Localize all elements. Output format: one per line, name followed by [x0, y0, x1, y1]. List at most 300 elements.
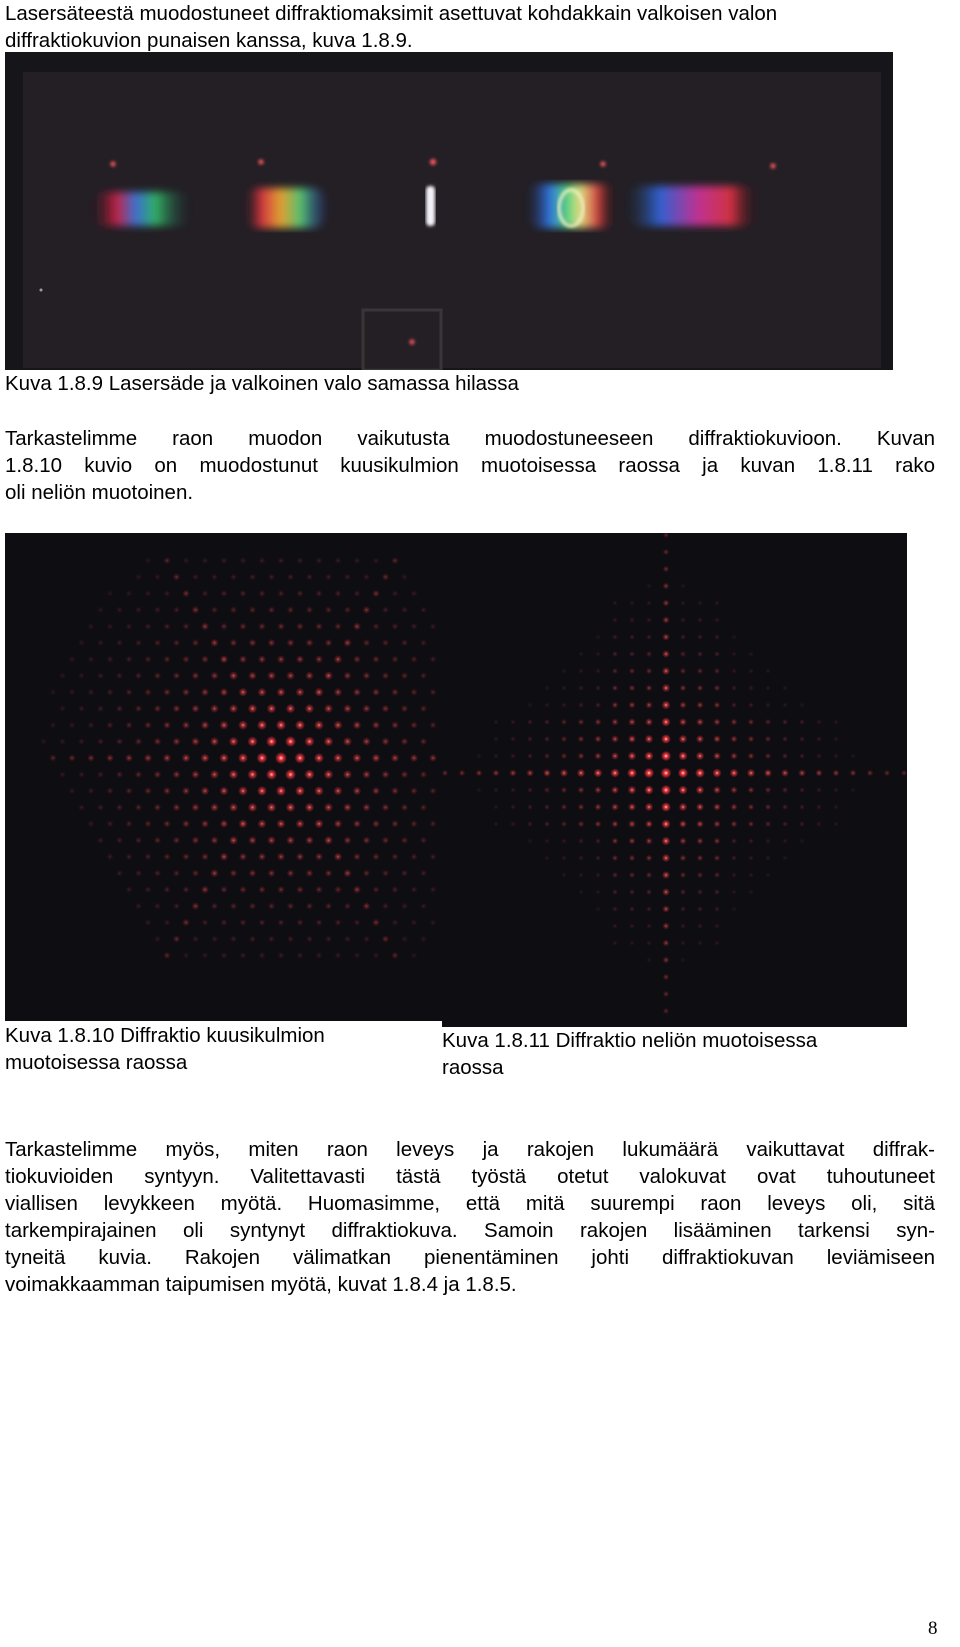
diffraction-spot [229, 737, 239, 747]
diffraction-spot [799, 838, 804, 843]
diffraction-spot [305, 836, 313, 844]
diffraction-spot [173, 935, 180, 942]
diffraction-spot [372, 820, 380, 828]
paragraph-shape-effect [5, 425, 935, 506]
diffraction-spot [154, 607, 161, 614]
diffraction-spot [382, 738, 390, 746]
diffraction-spot [220, 886, 227, 893]
diffraction-spot [286, 803, 296, 813]
diffraction-spot [210, 770, 219, 779]
diffraction-spot [107, 656, 114, 663]
diffraction-spot [343, 737, 352, 746]
diffraction-spot [249, 869, 257, 877]
diffraction-spot [595, 804, 602, 811]
diffraction-spot [401, 903, 408, 910]
diffraction-spot [183, 952, 190, 959]
diffraction-spot [459, 770, 466, 777]
diffraction-spot [192, 606, 200, 614]
diffraction-spot [420, 837, 427, 844]
diffraction-spot [333, 753, 342, 762]
diffraction-spot [335, 952, 342, 959]
diffraction-spot [258, 886, 265, 893]
figure-spectra-photo [5, 52, 893, 370]
diffraction-spot [628, 735, 636, 743]
text-line: tiokuvioiden syntyyn. Valitettavasti tästä työstä otetut valokuvat ovat tuhoutuneet [5, 1165, 935, 1188]
diffraction-spot [612, 838, 619, 845]
diffraction-spot [629, 855, 636, 862]
diffraction-spot [391, 754, 399, 762]
diffraction-spot [420, 607, 427, 614]
caption-line: Kuva 1.8.10 Diffraktio kuusikulmion [5, 1024, 325, 1047]
diffraction-spot [238, 786, 248, 796]
diffraction-spot [661, 802, 671, 812]
diffraction-spot [354, 557, 361, 564]
diffraction-spot [629, 940, 635, 946]
diffraction-spot [578, 719, 584, 725]
text-line: oli neliön muotoinen. [5, 481, 194, 504]
diffraction-spot [391, 820, 399, 828]
diffraction-spot [372, 590, 380, 598]
diffraction-spot [239, 623, 246, 630]
diffraction-spot [680, 940, 686, 946]
diffraction-spot [612, 651, 618, 657]
diffraction-spot [353, 622, 361, 630]
text-line: Tarkastelimme myös, miten raon leveys ja rakojen lukumäärä vaikuttavat diffrak- [5, 1138, 935, 1161]
diffraction-spot [697, 634, 703, 640]
diffraction-spot [116, 837, 123, 844]
diffraction-spot [663, 974, 670, 981]
diffraction-spot [354, 952, 361, 959]
diffraction-spot [781, 769, 789, 777]
diffraction-spot [662, 922, 669, 929]
diffraction-spot [595, 906, 600, 911]
diffraction-spot [561, 685, 567, 691]
diffraction-spot [145, 919, 152, 926]
diffraction-spot [135, 639, 142, 646]
diffraction-spot [646, 634, 652, 640]
diffraction-spot [353, 721, 362, 730]
diffraction-spot [87, 754, 95, 762]
diffraction-spot [782, 719, 788, 725]
diffraction-spot [278, 919, 285, 926]
diffraction-spot [663, 533, 669, 538]
diffraction-spot [363, 836, 371, 844]
diffraction-spot [154, 705, 161, 712]
diffraction-spot [210, 639, 218, 647]
diffraction-spot [220, 786, 229, 795]
diffraction-spot [611, 803, 619, 811]
text-line: diffraktiokuvion punaisen kanssa, kuva 1.8.9. [5, 29, 413, 52]
diffraction-spot [679, 837, 686, 844]
diffraction-spot [296, 886, 303, 893]
diffraction-spot [662, 701, 671, 710]
diffraction-spot [335, 919, 342, 926]
diffraction-spot [59, 672, 66, 679]
diffraction-spot [697, 651, 703, 657]
diffraction-spot [612, 923, 618, 929]
diffraction-spot [144, 820, 151, 827]
diffraction-spot [493, 770, 500, 777]
page-number: 8 [928, 1618, 938, 1639]
diffraction-spot [248, 672, 256, 680]
diffraction-spot [363, 639, 370, 646]
caption-line: raossa [442, 1056, 504, 1079]
diffraction-spot [201, 754, 210, 763]
diffraction-spot [343, 704, 352, 713]
diffraction-spot [182, 721, 190, 729]
diffraction-spot [239, 853, 247, 861]
diffraction-spot [644, 785, 653, 794]
diffraction-spot [144, 787, 151, 794]
diffraction-spot [144, 689, 151, 696]
diffraction-spot [610, 768, 619, 777]
diffraction-spot [782, 821, 788, 827]
diffraction-spot [697, 940, 703, 946]
diffraction-spot [135, 804, 142, 811]
diffraction-spot [372, 721, 380, 729]
diffraction-spot [107, 590, 113, 596]
diffraction-spot [816, 821, 822, 827]
diffraction-spot [662, 650, 670, 658]
diffraction-spot [382, 771, 390, 779]
diffraction-spot [663, 1008, 669, 1014]
diffraction-spot [833, 821, 838, 826]
diffraction-spot [629, 617, 635, 623]
diffraction-spot [680, 600, 686, 606]
diffraction-spot [221, 557, 228, 564]
diffraction-spot [527, 838, 532, 843]
diffraction-spot [662, 684, 670, 692]
diffraction-spot [612, 685, 618, 691]
diffraction-spot [697, 838, 704, 845]
intro-paragraph [5, 0, 777, 54]
diffraction-spot [391, 656, 398, 663]
diffraction-spot [163, 853, 170, 860]
diffraction-spot [257, 720, 267, 730]
diffraction-spot [628, 752, 637, 761]
diffraction-spot [401, 672, 408, 679]
diffraction-spot [268, 606, 275, 613]
diffraction-spot [561, 702, 567, 708]
diffraction-spot [662, 616, 669, 623]
diffraction-spot [382, 903, 389, 910]
diffraction-spot [382, 804, 390, 812]
diffraction-spot [696, 820, 704, 828]
diffraction-spot [306, 574, 313, 581]
diffraction-spot [578, 872, 584, 878]
diffraction-spot [493, 736, 499, 742]
diffraction-spot [240, 952, 247, 959]
diffraction-spot [154, 672, 161, 679]
diffraction-spot [401, 804, 408, 811]
diffraction-spot [696, 803, 704, 811]
diffraction-spot [713, 820, 720, 827]
diffraction-spot [663, 940, 670, 947]
diffraction-spot [578, 889, 583, 894]
diffraction-spot [747, 769, 755, 777]
diffraction-spot [748, 702, 754, 708]
diffraction-spot [420, 870, 427, 877]
diffraction-spot [126, 656, 133, 663]
diffraction-spot [278, 952, 285, 959]
diffraction-spot [97, 607, 104, 614]
diffraction-spot [238, 753, 248, 763]
diffraction-spot [163, 688, 171, 696]
diffraction-spot [304, 736, 314, 746]
diffraction-spot [731, 651, 737, 657]
diffraction-spot [248, 836, 256, 844]
diffraction-spot [661, 785, 671, 795]
diffraction-spot [324, 737, 334, 747]
diffraction-spot [211, 936, 218, 943]
diffraction-spot [612, 872, 618, 878]
diffraction-spot [173, 837, 180, 844]
diffraction-spot [258, 853, 266, 861]
diffraction-spot [578, 787, 585, 794]
diffraction-spot [611, 820, 618, 827]
diffraction-spot [595, 889, 601, 895]
diffraction-spot [731, 634, 736, 639]
diffraction-spot [578, 668, 584, 674]
diffraction-spot [765, 872, 770, 877]
diffraction-spot [230, 903, 237, 910]
diffraction-spot [69, 788, 76, 795]
diffraction-spot [680, 583, 685, 588]
diffraction-spot [173, 870, 180, 877]
diffraction-spot [731, 804, 738, 811]
caption-line: Kuva 1.8.11 Diffraktio neliön muotoisessa [442, 1029, 818, 1052]
diffraction-spot [382, 607, 389, 614]
diffraction-spot [107, 820, 114, 827]
diffraction-spot [493, 821, 498, 826]
diffraction-spot [382, 672, 389, 679]
diffraction-spot [850, 787, 855, 792]
diffraction-spot [748, 872, 754, 878]
diffraction-spot [372, 688, 380, 696]
diffraction-spot [221, 590, 228, 597]
diffraction-spot [680, 617, 686, 623]
diffraction-spot [748, 668, 754, 674]
diffraction-spot [646, 923, 652, 929]
diffraction-spot [561, 872, 566, 877]
diffraction-spot [713, 735, 721, 743]
diffraction-spot [373, 623, 380, 630]
diffraction-spot [527, 702, 532, 707]
diffraction-spot [163, 656, 170, 663]
diffraction-spot [544, 719, 550, 725]
diffraction-spot [731, 736, 738, 743]
diffraction-spot [748, 804, 755, 811]
diffraction-spot [420, 936, 427, 943]
diffraction-spot [267, 704, 277, 714]
diffraction-spot [97, 705, 104, 712]
diffraction-spot [680, 872, 686, 878]
diffraction-spot [59, 738, 66, 745]
diffraction-spot [88, 656, 95, 663]
diffraction-spot [680, 651, 686, 657]
diffraction-spot [173, 573, 180, 580]
diffraction-spot [561, 736, 567, 742]
diffraction-spot [714, 651, 720, 657]
diffraction-spot [560, 769, 568, 777]
diffraction-spot [661, 819, 670, 828]
diffraction-spot [182, 820, 190, 828]
diffraction-spot [714, 940, 719, 945]
diffraction-spot [211, 574, 218, 581]
diffraction-spot [238, 720, 248, 730]
diffraction-spot [646, 583, 651, 588]
diffraction-spot [144, 754, 152, 762]
diffraction-spot [211, 836, 219, 844]
diffraction-spot [154, 936, 161, 943]
diffraction-spot [257, 753, 268, 764]
diffraction-spot [126, 689, 133, 696]
diffraction-spot [164, 886, 171, 893]
diffraction-spot [429, 787, 436, 794]
diffraction-spot [697, 889, 703, 895]
diffraction-spot [680, 923, 686, 929]
diffraction-spot [50, 722, 57, 729]
diffraction-spot [173, 771, 181, 779]
diffraction-spot [314, 720, 324, 730]
diffraction-spot [363, 936, 370, 943]
diffraction-spot [277, 688, 286, 697]
diffraction-spot [173, 607, 180, 614]
diffraction-spot [401, 936, 408, 943]
diffraction-spot [629, 685, 636, 692]
diffraction-spot [316, 919, 323, 926]
diffraction-spot [401, 705, 408, 712]
diffraction-spot [816, 804, 822, 810]
diffraction-spot [646, 600, 652, 606]
diffraction-spot [219, 753, 228, 762]
diffraction-spot [343, 639, 351, 647]
diffraction-spot [714, 838, 721, 845]
diffraction-spot [411, 853, 418, 860]
diffraction-spot [116, 771, 123, 778]
diffraction-spot [510, 736, 516, 742]
diffraction-spot [765, 804, 771, 810]
diffraction-spot [543, 769, 551, 777]
diffraction-spot [382, 935, 389, 942]
diffraction-spot [628, 718, 636, 726]
diffraction-spot [268, 639, 276, 647]
diffraction-spot [306, 936, 313, 943]
text-line: viallisen levykkeen myötä. Huomasimme, että mitä suurempi raon leveys oli, sitä [5, 1192, 935, 1215]
diffraction-spot [782, 787, 788, 793]
diffraction-spot [277, 655, 285, 663]
diffraction-spot [629, 889, 635, 895]
diffraction-spot [544, 787, 550, 793]
diffraction-spot [646, 940, 652, 946]
diffraction-spot [561, 719, 567, 725]
diffraction-spot [78, 804, 85, 811]
diffraction-spot [258, 655, 266, 663]
diffraction-spot [679, 701, 686, 708]
diffraction-spot [730, 769, 739, 778]
diffraction-spot [629, 872, 635, 878]
diffraction-spot [595, 736, 602, 743]
diffraction-spot [343, 770, 352, 779]
diffraction-spot [646, 872, 652, 878]
diffraction-spot [335, 590, 342, 597]
diffraction-spot [391, 787, 399, 795]
diffraction-spot [201, 886, 209, 894]
diffraction-spot [420, 804, 427, 811]
diffraction-spot [182, 919, 190, 927]
diffraction-spot [316, 557, 323, 564]
diffraction-spot [353, 820, 361, 828]
diffraction-spot [145, 557, 151, 563]
diffraction-spot [731, 838, 737, 844]
diffraction-spot [221, 919, 228, 926]
diffraction-spot [164, 919, 171, 926]
diffraction-spot [325, 574, 332, 581]
diffraction-spot [362, 705, 370, 713]
diffraction-spot [276, 720, 286, 730]
diffraction-spot [697, 855, 704, 862]
diffraction-spot [782, 855, 787, 860]
diffraction-spot [267, 671, 276, 680]
diffraction-spot [59, 771, 66, 778]
diffraction-spot [695, 768, 705, 778]
diffraction-spot [644, 768, 654, 778]
diffraction-spot [612, 906, 618, 912]
diffraction-spot [249, 606, 256, 613]
diffraction-spot [258, 819, 267, 828]
diffraction-spot [816, 736, 822, 742]
diffraction-spot [266, 769, 277, 780]
diffraction-spot [201, 656, 209, 664]
diffraction-spot [164, 590, 171, 597]
diffraction-spot [391, 853, 398, 860]
diffraction-spot [661, 734, 671, 744]
diffraction-spot [373, 952, 380, 959]
diffraction-spot [249, 639, 257, 647]
diffraction-spot [799, 719, 805, 725]
diffraction-spot [679, 718, 687, 726]
diffraction-spot [595, 702, 601, 708]
diffraction-spot [220, 655, 228, 663]
diffraction-spot [296, 623, 303, 630]
diffraction-spot [257, 786, 267, 796]
diffraction-spot [714, 872, 720, 878]
diffraction-spot [125, 754, 133, 762]
diffraction-spot [192, 639, 199, 646]
diffraction-spot [220, 820, 228, 828]
diffraction-spot [229, 704, 238, 713]
diffraction-spot [612, 668, 618, 674]
diffraction-spot [714, 617, 720, 623]
diffraction-spot [192, 574, 199, 581]
diffraction-spot [173, 639, 180, 646]
diffraction-spot [268, 903, 275, 910]
diffraction-spot [344, 836, 352, 844]
diffraction-spot [595, 634, 600, 639]
diffraction-spot [144, 721, 151, 728]
diffraction-spot [765, 668, 770, 673]
diffraction-spot [107, 853, 114, 860]
diffraction-spot [578, 651, 583, 656]
diffraction-spot [401, 607, 408, 614]
diffraction-spot [663, 583, 670, 590]
diffraction-spot [646, 617, 652, 623]
diffraction-spot [644, 751, 653, 760]
diffraction-spot [145, 853, 152, 860]
diffraction-spot [816, 787, 822, 793]
diffraction-spot [782, 838, 788, 844]
text-line: voimakkaamman taipumisen myötä, kuvat 1.8.4 ja 1.8.5. [5, 1273, 517, 1296]
